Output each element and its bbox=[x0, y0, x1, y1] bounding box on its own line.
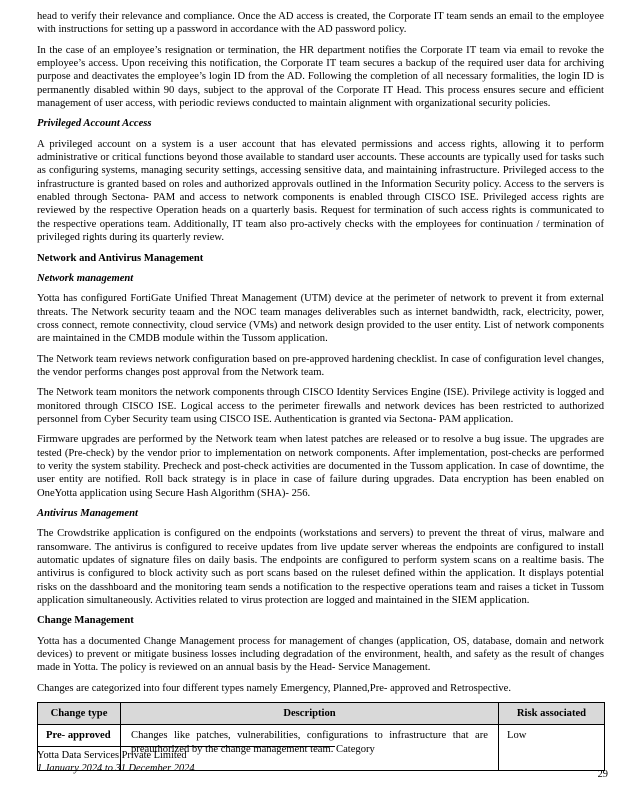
paragraph-crowdstrike: The Crowdstrike application is configured on the endpoints (workstations and servers) to prevent the threat of virus, malware and ransomware. The antivirus is configured to receive updates from live update server whereas the endpoints are configured to install automatic updates of signature files on daily basis. The endpoints are configured to perform system scans on a realtime basis. The antivirus is configured to block activity such as port scans based on the ruleset defined within the application. It displays potential risks on the dasshboard and the monitoring team sends a notification to the respective operations team and raises a ticket in Tussom application simultaneously. Activities related to virus protection are logged and maintained in the SIEM application. bbox=[37, 528, 604, 607]
cell-risk: Low bbox=[499, 725, 605, 771]
page-footer bbox=[37, 746, 604, 775]
paragraph-network-config-review: The Network team reviews network configuration based on pre-approved hardening checklist. In case of configuration level changes, the vendor performs changes post approval from the Network team. bbox=[37, 353, 604, 378]
paragraph-firmware-upgrades: Firmware upgrades are performed by the Network team when latest patches are released or to resolve a bug issue. The upgrades are tested (Pre-check) by the vendor prior to implementation on network components. After implementation, post-checks are performed to verity the system stability. Precheck and post-check activities are documented in the Tussom application. In case of downtime, the user entity are notified. Roll back strategy is in place in case of failure during upgrades. Data encryption has been enabled on OneYotta application using Secure Hash Algorithm (SHA)- 256. bbox=[37, 434, 604, 499]
table-header-row bbox=[38, 703, 605, 725]
table-header-change-type: Change type bbox=[38, 703, 121, 725]
heading-change-management: Change Management bbox=[37, 615, 134, 627]
heading-antivirus-management: Antivirus Management bbox=[37, 508, 138, 519]
footer-divider bbox=[37, 746, 335, 747]
heading-network-management: Network management bbox=[37, 272, 134, 284]
paragraph-ad-access: head to verify their relevance and compliance. Once the AD access is created, the Corporate IT team sends an email to the employee with instructions for setting up a password in accordance with the AD password policy. bbox=[37, 11, 604, 36]
paragraph-privileged-account: A privileged account on a system is a user account that has elevated permissions and access rights, allowing it to perform administrative or critical functions beyond those available to standard user accounts. These accounts are typically used for tasks such as configuring systems, managing security settings, accessing sensitive data, and maintaining infrastructure. Privileged access to the infrastructure is granted based on roles and authorized approvals outlined in the Information Security policy. Access to the servers is enabled through Sectona- PAM and access to network components is enabled through CISCO ISE. Privileged access rights are reviewed by the respective Operation heads on a quarterly basis. Request for termination of such access rights is communicated to the respective operations team. Additionally, IT team also pro-actively checks with the employees for continuation / termination of privileged rights during its quarterly review. bbox=[37, 138, 604, 244]
footer-report-period: 1 January 2024 to 31 December 2024 bbox=[37, 763, 195, 774]
cell-change-type: Pre- approved bbox=[38, 725, 121, 771]
cell-description: Changes like patches, vulnerabilities, configurations to infrastructure that are preauthorized by the change management team. Category bbox=[121, 725, 499, 771]
heading-privileged-account-access: Privileged Account Access bbox=[37, 118, 152, 130]
paragraph-fortigate-utm: Yotta has configured FortiGate Unified Threat Management (UTM) device at the perimeter of network to prevent it from external threats. The Network security teaam and the NOC team manages deliverables such as internet bandwidth, rack, electricity, power, cross connect, remote connectivity, cloud service (VMs) and network design provided to the user entity. List of network components are maintained in the CMDB module within the Tussom application. bbox=[37, 293, 604, 345]
paragraph-change-types: Changes are categorized into four different types namely Emergency, Planned,Pre- approved and Retrospective. bbox=[37, 682, 511, 694]
heading-network-and-antivirus-management: Network and Antivirus Management bbox=[37, 252, 204, 264]
paragraph-resignation-termination: In the case of an employee’s resignation or termination, the HR department notifies the Corporate IT team via email to revoke the employee’s access. Upon receiving this notification, the Corporate IT team secures a backup of the required user data for archiving purpose and deactivates the employee’s login ID from the AD. Following the completion of all necessary formalities, the login ID is permanently disabled within 90 days, subject to the approval of the Corporate IT Head. This process ensures secure and efficient management of user access, with periodic reviews conducted to maintain alignment with organizational security policies. bbox=[37, 44, 604, 110]
footer-company-name: Yotta Data Services Private Limited bbox=[37, 750, 187, 761]
paragraph-change-management-process: Yotta has a documented Change Management process for management of changes (application, OS, database, domain and network devices) to prevent or mitigate business losses including degradation of the environment, health, and safety as the result of changes made in Yotta. The policy is reviewed on an annual basis by the Head- Service Management. bbox=[37, 635, 604, 674]
table-header-risk-associated: Risk associated bbox=[499, 703, 605, 725]
page-number: 29 bbox=[597, 769, 608, 780]
table-header-description: Description bbox=[121, 703, 499, 725]
paragraph-cisco-ise-monitoring: The Network team monitors the network components through CISCO Identity Services Engine (ISE). Privilege activity is logged and monitored through CISCO ISE. Logical access to the perimeter firewalls and network devices has been restricted to authorized personnel from Cyber Security team using CISCO ISE. Authentication is granted via Sectona- PAM application. bbox=[37, 387, 604, 425]
